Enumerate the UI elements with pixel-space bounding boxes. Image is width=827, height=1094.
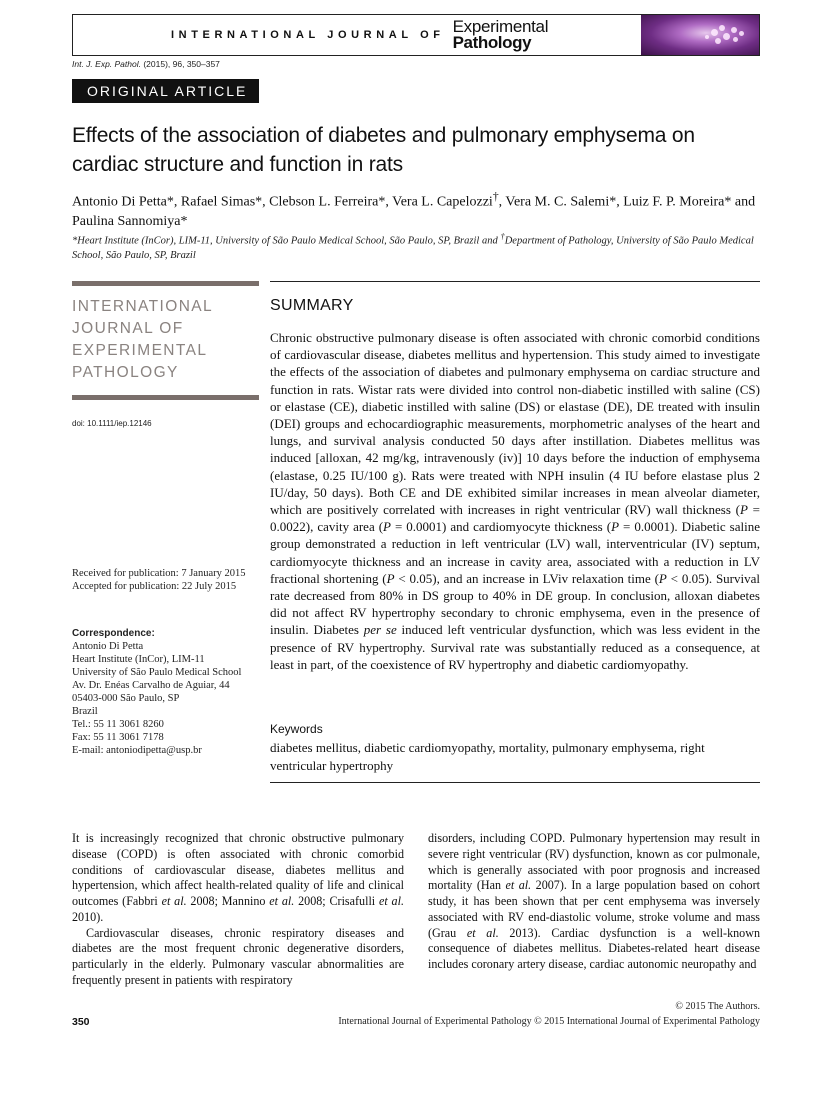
- correspondence-line: Heart Institute (InCor), LIM-11: [72, 654, 205, 666]
- summary-bottom-rule: [270, 782, 760, 783]
- body-paragraph: Cardiovascular diseases, chronic respiratory diseases and diabetes are the most frequent chronic degenerative disorders, particularly in the elderly. Pulmonary vascular abnormalities are frequently present in patients with respiratory: [72, 925, 404, 987]
- citation-journal: Int. J. Exp. Pathol.: [72, 59, 141, 69]
- article-title: Effects of the association of diabetes and pulmonary emphysema on cardiac structure and function in rats: [72, 124, 695, 176]
- doi-link[interactable]: doi: 10.1111/iep.12146: [72, 419, 152, 428]
- author-list: Antonio Di Petta*, Rafael Simas*, Clebson L. Ferreira*, Vera L. Capelozzi†, Vera M. C. Salemi*, Luiz F. P. Moreira* and Paulina Sannomiya*: [72, 190, 756, 229]
- keywords-heading: Keywords: [270, 722, 323, 736]
- correspondence-line: Brazil: [72, 706, 98, 718]
- journal-masthead: [72, 14, 760, 56]
- summary-heading: SUMMARY: [270, 297, 354, 314]
- correspondence-line: Tel.: 55 11 3061 8260: [72, 719, 164, 731]
- correspondence-block: [72, 627, 259, 757]
- sidebar-rule-mid: [72, 395, 259, 400]
- citation-details: (2015), 96, 350–357: [140, 59, 220, 69]
- correspondence-email[interactable]: E-mail: antoniodipetta@usp.br: [72, 745, 202, 757]
- sidebar-journal-line: INTERNATIONAL: [72, 298, 214, 315]
- correspondence-line: Antonio Di Petta: [72, 641, 144, 653]
- footer-journal-line: International Journal of Experimental Pathology © 2015 International Journal of Experimental Pathology: [338, 1016, 760, 1027]
- summary-rule: [270, 281, 760, 282]
- affiliations: *Heart Institute (InCor), LIM-11, University of São Paulo Medical School, São Paulo, SP, Brazil and †Department of Pathology, University of São Paulo Medical School, São Paulo, SP, Brazil: [72, 231, 754, 261]
- article-type-label: ORIGINAL ARTICLE: [72, 79, 259, 103]
- citation-line: [72, 59, 220, 69]
- journal-banner-image: [641, 15, 759, 55]
- correspondence-line: Av. Dr. Enéas Carvalho de Aguiar, 44: [72, 680, 230, 692]
- body-column-left: [72, 831, 404, 989]
- journal-name-line2: Pathology: [452, 33, 532, 52]
- correspondence-heading: Correspondence:: [72, 628, 155, 639]
- summary-text: Chronic obstructive pulmonary disease is often associated with chronic comorbid conditions of cardiovascular disease, diabetes mellitus and hypertension. This study aimed to investigate the effects of the association of diabetes and pulmonary emphysema on cardiac structure and function in rats. Wistar rats were divided into control non-diabetic instilled with saline (CS) or elastase (CE), diabetic instilled with saline (DS) or elastase (DE), DE treated with insulin (DEI) groups and echocardiographic measurements, morphometric analyses of the heart and lungs, and survival analysis conducted 50 days after instillation. Diabetes mellitus was induced [alloxan, 42 mg/kg, intravenously (iv)] 10 days before the induction of emphysema (elastase, 0.25 IU/100 g). Rats were treated with NPH insulin (4 IU before elastase plus 2 IU/day, 50 days). Both CE and DE exhibited similar increases in mean alveolar diameter, which are positively correlated with increases in right ventricular (RV) wall thickness (P = 0.0022), cavity area (P = 0.0001) and cardiomyocyte thickness (P = 0.0001). Diabetic saline group demonstrated a reduction in left ventricular (LV) wall, interventricular (IV) septum, cardiomyocyte thickness and an increase in cavity area, associated with a reduction in LV fractional shortening (P < 0.05), and an increase in LViv relaxation time (P < 0.05). Survival rate decreased from 80% in DS group to 40% in DE group. In conclusion, alloxan diabetes did not affect RV hypertrophy secondary to chronic emphysema, even in the presence of insulin. Diabetes per se induced left ventricular dysfunction, which was less evident in the presence of RV hypertrophy. Survival rate was substantially reduced as a consequence, at least in part, of the coexistence of RV hypertrophy and diabetic cardiomyopathy.: [270, 330, 761, 672]
- publication-dates: [72, 567, 259, 593]
- footer-copyright: © 2015 The Authors.: [675, 1001, 760, 1012]
- sidebar-journal-name: [72, 296, 259, 384]
- correspondence-line: 05403-000 São Paulo, SP: [72, 693, 180, 705]
- received-date: Received for publication: 7 January 2015: [72, 568, 246, 579]
- body-column-right: [428, 831, 760, 973]
- correspondence-line: University of São Paulo Medical School: [72, 667, 242, 679]
- sidebar-journal-line: JOURNAL OF: [72, 320, 184, 337]
- accepted-date: Accepted for publication: 22 July 2015: [72, 581, 237, 592]
- journal-name-line1: Experimental: [452, 17, 549, 36]
- keywords-text: diabetes mellitus, diabetic cardiomyopathy, mortality, pulmonary emphysema, right ventricular hypertrophy: [270, 740, 705, 773]
- page-number: 350: [72, 1016, 90, 1028]
- body-paragraph: It is increasingly recognized that chronic obstructive pulmonary disease (COPD) is often associated with chronic comorbid conditions of cardiovascular disease, diabetes mellitus and hypertension, which affect health-related quality of life and clinical outcomes (Fabbri et al. 2008; Mannino et al. 2008; Crisafulli et al. 2010).: [72, 831, 404, 924]
- journal-name-small: INTERNATIONAL JOURNAL OF: [171, 29, 445, 41]
- sidebar-journal-line: EXPERIMENTAL: [72, 342, 208, 359]
- sidebar-journal-line: PATHOLOGY: [72, 364, 179, 381]
- journal-name-big: [453, 19, 549, 51]
- correspondence-line: Fax: 55 11 3061 7178: [72, 732, 164, 744]
- sidebar-rule-top: [72, 281, 259, 286]
- body-paragraph: disorders, including COPD. Pulmonary hypertension may result in severe right ventricular (RV) dysfunction, known as cor pulmonale, which is generally associated with poor prognosis and increased mortality (Han et al. 2007). In a large population based on cohort study, it has been shown that per cent emphysema was inversely associated with RV end-diastolic volume, stroke volume and mass (Grau et al. 2013). Cardiac dysfunction is a well-known consequence of diabetes mellitus. Diabetes-related heart disease includes coronary artery disease, cardiac autonomic neuropathy and: [428, 831, 760, 971]
